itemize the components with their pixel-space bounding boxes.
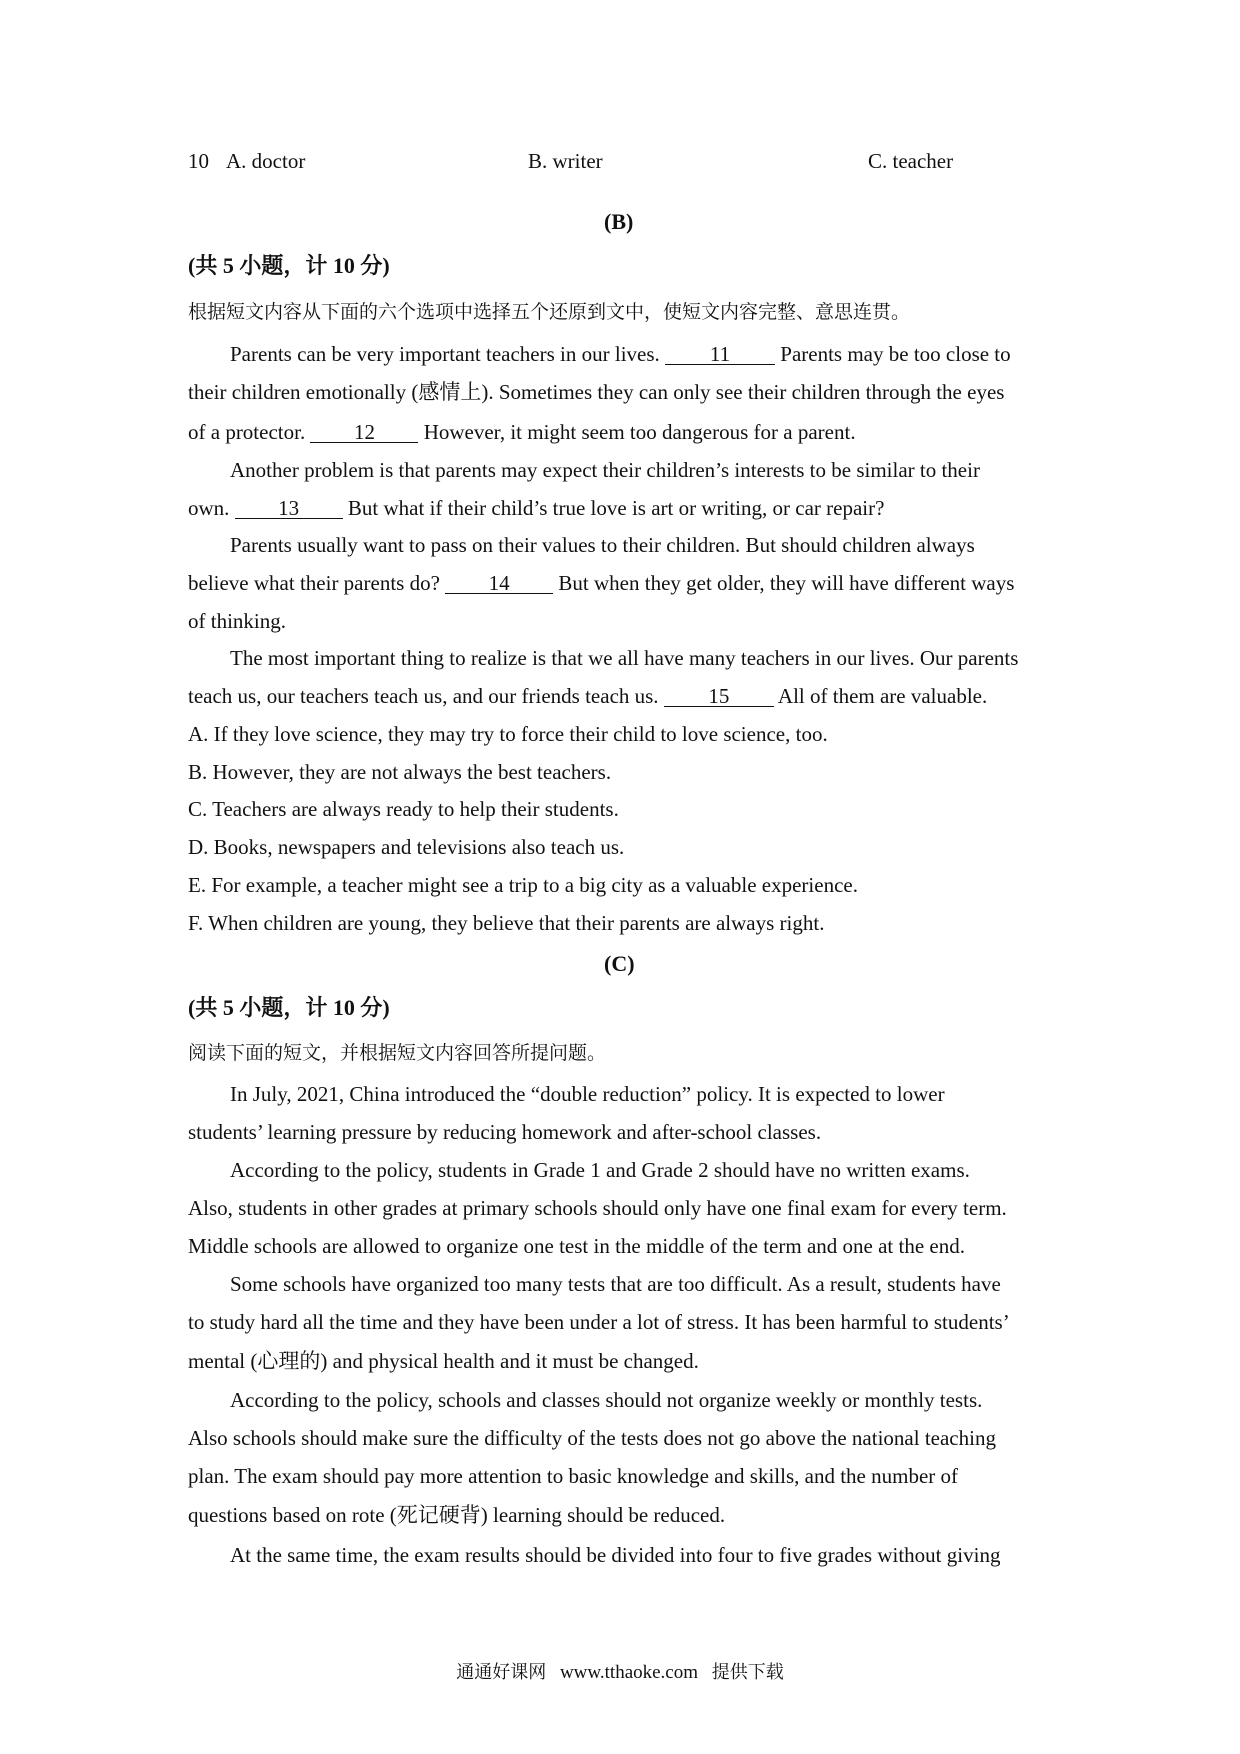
q10-option-a: A. doctor <box>226 149 306 173</box>
para-c-line-9: According to the policy, schools and classes should not organize weekly or monthly tests. <box>230 1388 983 1412</box>
option-f: F. When children are young, they believe that their parents are always right. <box>188 911 825 935</box>
para-b1-text-3a: of a protector. <box>188 420 311 444</box>
para-c-line-2: students’ learning pressure by reducing homework and after-school classes. <box>188 1120 822 1144</box>
para-b1-line-3 <box>188 420 856 444</box>
para-b2-line-2 <box>188 496 884 520</box>
blank-14: 14 <box>445 573 553 594</box>
para-b4-text-2a: teach us, our teachers teach us, and our friends teach us. <box>188 684 664 708</box>
para-b1-text-1a: Parents can be very important teachers in our lives. <box>230 342 666 366</box>
para-b4-line-1: The most important thing to realize is that we all have many teachers in our lives. Our parents <box>230 646 1019 670</box>
para-c-line-5: Middle schools are allowed to organize one test in the middle of the term and one at the end. <box>188 1234 965 1258</box>
para-c-line-4: Also, students in other grades at primary schools should only have one final exam for every term. <box>188 1196 1007 1220</box>
blank-15: 15 <box>664 686 774 707</box>
page-footer <box>0 1658 1240 1684</box>
q10-number: 10 <box>188 149 209 173</box>
para-c-line-3: According to the policy, students in Grade 1 and Grade 2 should have no written exams. <box>230 1158 970 1182</box>
section-b-points: (共 5 小题，计 10 分) <box>188 253 390 278</box>
blank-13: 13 <box>235 498 343 519</box>
blank-12: 12 <box>310 422 418 443</box>
para-b3-text-2b: But when they get older, they will have different ways <box>553 571 1015 595</box>
blank-11: 11 <box>665 344 775 365</box>
option-d: D. Books, newspapers and televisions also teach us. <box>188 835 625 859</box>
option-a: A. If they love science, they may try to force their child to love science, too. <box>188 722 828 746</box>
para-c-line-1: In July, 2021, China introduced the “double reduction” policy. It is expected to lower <box>230 1082 945 1106</box>
section-c-heading: (C) <box>604 951 635 976</box>
section-b-heading: (B) <box>604 209 634 234</box>
footer-suffix: 提供下载 <box>711 1662 784 1683</box>
para-b3-line-2 <box>188 571 1014 595</box>
para-b4-line-2 <box>188 684 987 708</box>
para-c-line-6: Some schools have organized too many tests that are too difficult. As a result, students have <box>230 1272 1001 1296</box>
para-c-line-7: to study hard all the time and they have been under a lot of stress. It has been harmful to students’ <box>188 1310 1010 1334</box>
para-b3-text-2a: believe what their parents do? <box>188 571 446 595</box>
para-b1-text-3b: However, it might seem too dangerous for a parent. <box>418 420 856 444</box>
para-b1-text-1b: Parents may be too close to <box>775 342 1011 366</box>
footer-site-name: 通通好课网 <box>456 1662 547 1683</box>
q10-option-c: C. teacher <box>868 149 954 173</box>
para-b3-line-1: Parents usually want to pass on their values to their children. But should children always <box>230 533 975 557</box>
section-c-points: (共 5 小题，计 10 分) <box>188 995 390 1020</box>
section-c-instruction: 阅读下面的短文，并根据短文内容回答所提问题。 <box>188 1042 607 1064</box>
para-b4-text-2b: All of them are valuable. <box>773 684 988 708</box>
option-b: B. However, they are not always the best teachers. <box>188 760 612 784</box>
para-b3-line-3: of thinking. <box>188 609 286 633</box>
para-c-line-12: questions based on rote (死记硬背) learning should be reduced. <box>188 1503 726 1527</box>
para-c-line-10: Also schools should make sure the difficulty of the tests does not go above the national teaching <box>188 1426 996 1450</box>
option-e: E. For example, a teacher might see a trip to a big city as a valuable experience. <box>188 873 858 897</box>
para-c-line-13: At the same time, the exam results should be divided into four to five grades without giving <box>230 1543 1001 1567</box>
section-b-instruction: 根据短文内容从下面的六个选项中选择五个还原到文中，使短文内容完整、意思连贯。 <box>188 301 911 323</box>
footer-url[interactable]: www.tthaoke.com <box>559 1662 699 1683</box>
para-c-line-8: mental (心理的) and physical health and it must be changed. <box>188 1349 699 1373</box>
para-b1-line-2: their children emotionally (感情上). Sometimes they can only see their children through the eyes <box>188 380 1005 404</box>
para-b2-text-2b: But what if their child’s true love is art or writing, or car repair? <box>342 496 885 520</box>
option-c: C. Teachers are always ready to help their students. <box>188 797 619 821</box>
q10-option-b: B. writer <box>528 149 603 173</box>
para-c-line-11: plan. The exam should pay more attention to basic knowledge and skills, and the number of <box>188 1464 959 1488</box>
para-b2-text-2a: own. <box>188 496 235 520</box>
para-b1-line-1 <box>230 342 1011 366</box>
para-b2-line-1: Another problem is that parents may expect their children’s interests to be similar to their <box>230 458 980 482</box>
